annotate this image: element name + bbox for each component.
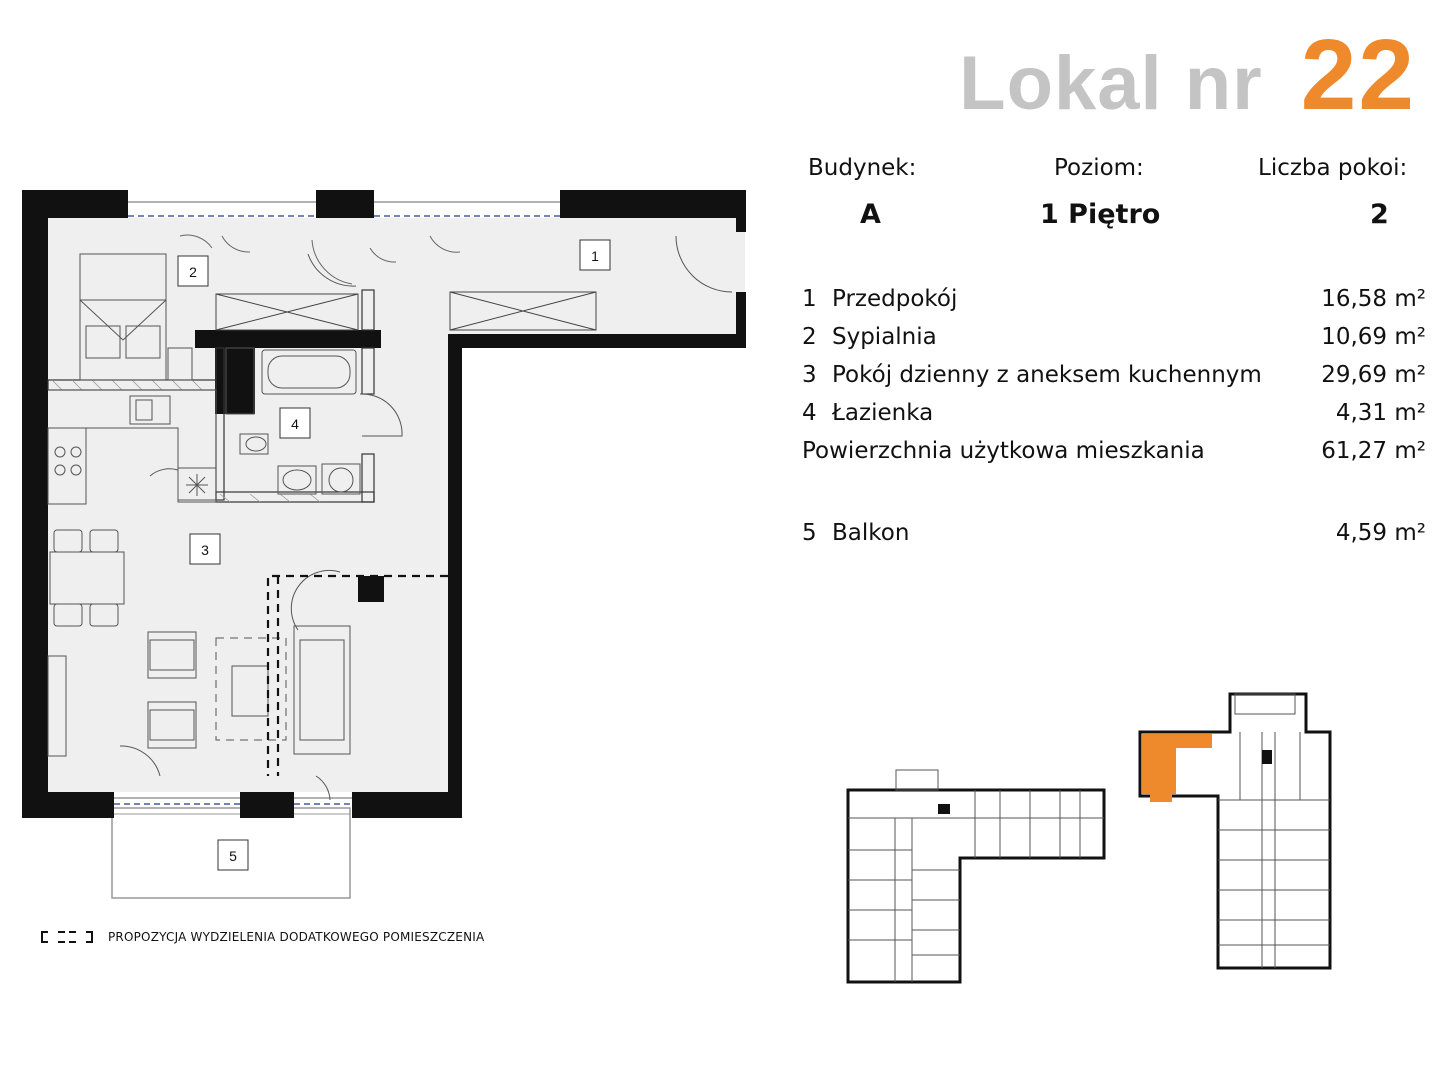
room-area: 4,59 m² [1335,520,1426,546]
room-area: 4,31 m² [1335,400,1426,426]
room-number: 2 [802,324,817,350]
unit-title [959,18,1416,133]
legend-text: PROPOZYCJA WYDZIELENIA DODATKOWEGO POMIESZCZENIA [108,930,485,944]
building-label: Budynek: [808,155,917,181]
level-label: Poziom: [1054,155,1144,181]
room-list [802,280,1426,552]
room-row [802,318,1426,356]
room-row [802,356,1426,394]
plan-room-1: 1 [591,248,599,264]
total-area-row [802,432,1426,470]
balcony-row [802,514,1426,552]
rooms-count-label: Liczba pokoi: [1258,155,1408,181]
building-key-plan [828,688,1348,998]
plan-room-5: 5 [229,848,237,864]
room-name: Balkon [832,520,910,546]
room-area: 16,58 m² [1321,286,1426,312]
room-number: 1 [802,286,817,312]
unit-title-prefix: Lokal nr [959,41,1263,126]
room-area: 29,69 m² [1321,362,1426,388]
highlighted-unit [1142,734,1212,794]
dashed-bracket-icon [40,930,96,944]
plan-room-2: 2 [189,264,197,280]
room-row [802,280,1426,318]
level-value: 1 Piętro [1040,199,1161,230]
floor-area [48,218,745,792]
rooms-count-value: 2 [1370,199,1389,230]
room-name: Przedpokój [832,286,958,312]
room-row [802,394,1426,432]
legend [40,930,484,944]
floor-plan [0,180,760,900]
total-area-value: 61,27 m² [1321,438,1426,464]
room-name: Sypialnia [832,324,937,350]
room-name: Łazienka [832,400,934,426]
total-area-label: Powierzchnia użytkowa mieszkania [802,438,1205,464]
room-number: 4 [802,400,817,426]
room-name: Pokój dzienny z aneksem kuchennym [832,362,1262,388]
building-value: A [860,199,881,230]
room-area: 10,69 m² [1321,324,1426,350]
plan-room-3: 3 [201,542,209,558]
room-number: 3 [802,362,817,388]
room-number: 5 [802,520,817,546]
unit-number: 22 [1300,19,1416,131]
plan-room-4: 4 [291,416,299,432]
